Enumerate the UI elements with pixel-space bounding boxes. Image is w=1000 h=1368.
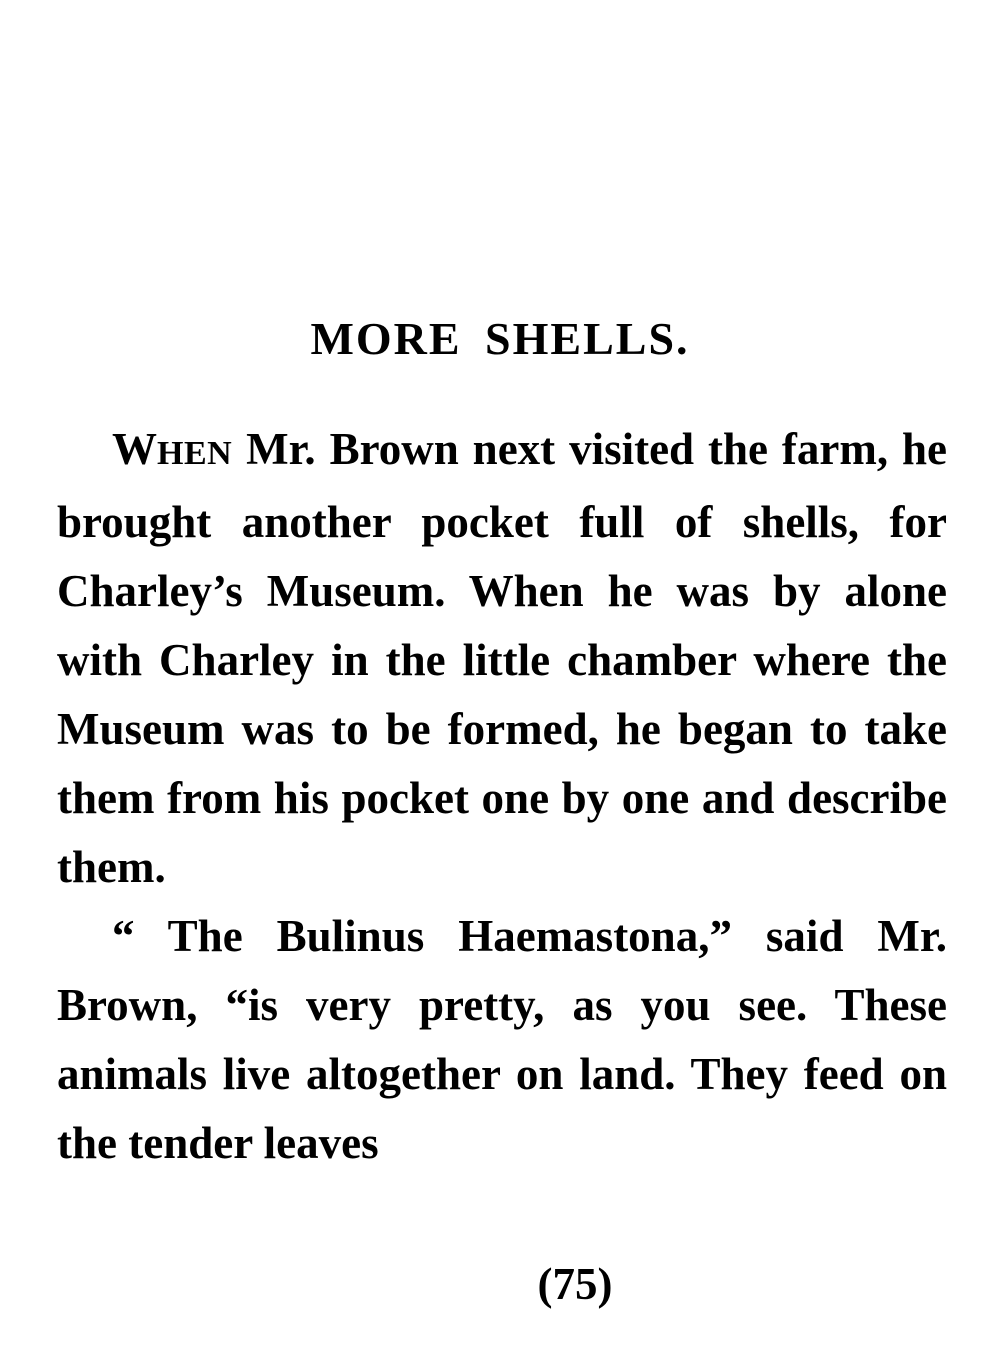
drop-cap: W	[112, 424, 157, 474]
paragraph-1-text: Mr. Brown next visited the farm, he brought another pocket full of shells, for Charley’s Museum. When he was by alone with Charley in the little chamber where the Museum was to be formed, he began to take them from his pocket one by one and describe them.	[57, 424, 947, 892]
paragraph-2-text: “ The Bulinus Haemastona,” said Mr. Brown, “is very pretty, as you see. These animals live altogether on land. They feed on the tender leaves	[57, 911, 947, 1168]
paragraph-2	[57, 902, 947, 1178]
small-caps-word: HEN	[157, 435, 233, 472]
page-number: (75)	[537, 1259, 613, 1309]
paragraph-1	[57, 415, 947, 902]
page-title: MORE SHELLS.	[310, 313, 690, 364]
body-text	[57, 415, 947, 1178]
